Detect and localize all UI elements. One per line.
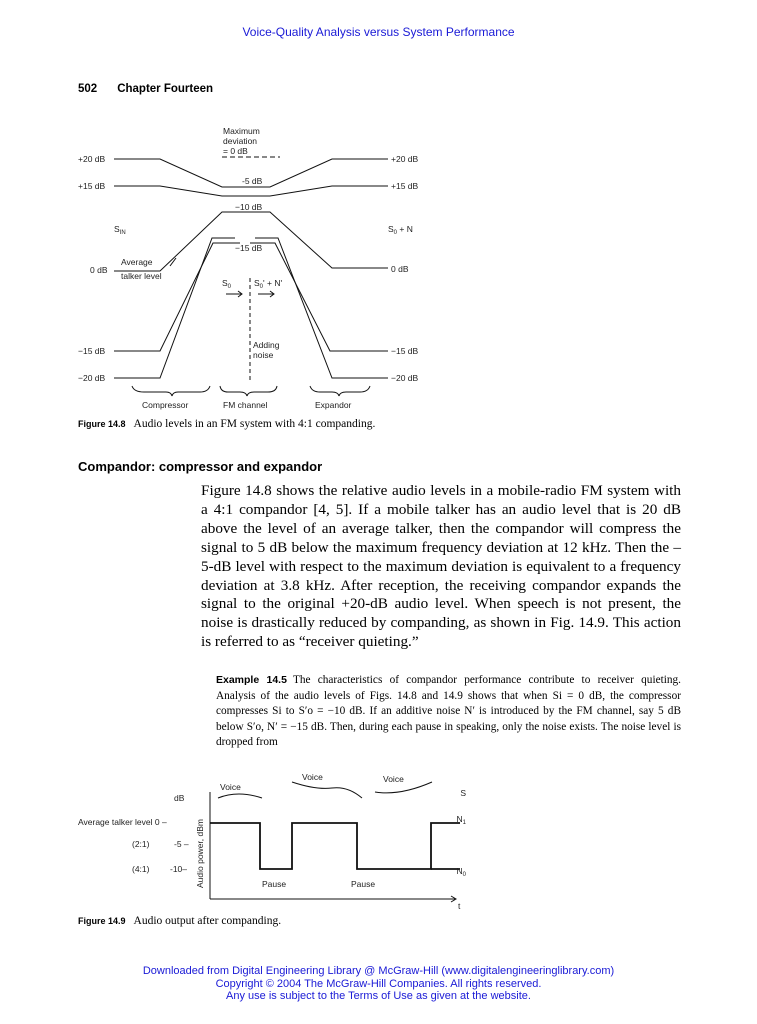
label-right-zero: 0 dB — [391, 264, 409, 274]
voice-label-3: Voice — [383, 774, 404, 784]
voice-label-2: Voice — [302, 772, 323, 782]
figure-14-9-caption-text: Audio output after companding. — [133, 915, 282, 927]
chapter-title: Chapter Fourteen — [117, 83, 214, 95]
example-text: The characteristics of compandor performance contribute to receiver quieting. Analysis of the audio levels of Figs. 14.8 and 14.9 shows that when Si = 0 dB, the compressor compresses Si to S′o = −10 dB. If an additive noise N′ is introduced by the FM channel, say 5 dB below S′o, N′ = −15 dB. Then, during each pause in speaking, only the noise exists. The noise level is dropped from — [216, 674, 682, 749]
zero-level-line — [114, 212, 388, 271]
footer-terms[interactable]: Any use is subject to the Terms of Use as given at the website. — [226, 990, 531, 1002]
page-label — [78, 83, 233, 95]
footer-copyright: Copyright © 2004 The McGraw-Hill Companies. All rights reserved. — [215, 977, 542, 990]
max-dev-line1: Maximum — [223, 126, 260, 136]
label-average-1: Average — [121, 257, 153, 267]
label-s: S — [460, 788, 466, 798]
label-compressor: Compressor — [142, 400, 189, 410]
label-expandor: Expandor — [315, 400, 352, 410]
ratio-4-1: (4:1) — [132, 864, 150, 874]
figure-14-8-caption-text: Audio levels in an FM system with 4:1 companding. — [133, 418, 376, 430]
noise-waveform — [210, 823, 460, 869]
label-s0-plus-n: $S_0 + N$ — [388, 224, 413, 236]
footer-download-link[interactable]: Downloaded from Digital Engineering Library @ McGraw-Hill (www.digitalengineeringlibrary.com) — [142, 965, 615, 977]
example-14-5 — [216, 673, 681, 751]
label-fm-channel: FM channel — [223, 400, 268, 410]
label-right-minus15: −15 dB — [391, 346, 419, 356]
voice-label-1: Voice — [220, 782, 241, 792]
body-paragraph: Figure 14.8 shows the relative audio levels in a mobile-radio FM system with a 4:1 compandor [4, 5]. If a mobile talker has an audio level that is 20 dB above the level of an average talker, then the compandor will compress the signal to 5 dB below the maximum frequency deviation at 12 kHz. Then the –5-dB level with respect to the maximum deviation is equivalent to a frequency deviation at 3.8 kHz. After reception, the receiving compandor expands the signal to the original +20-dB audio level. When speech is not present, the noise is drastically reduced by companding, as shown in Fig. 14.9. This action is referred to as “receiver quieting.” — [201, 482, 681, 651]
example-label: Example 14.5 — [216, 674, 287, 686]
figure-14-8-diagram — [70, 118, 450, 414]
figure-14-9-caption — [78, 915, 281, 927]
figure-14-9-diagram — [70, 768, 470, 913]
tick-minus5: -5 – — [174, 839, 189, 849]
label-n1: $N_1$ — [456, 814, 466, 826]
label-n0: $N_0$ — [456, 866, 466, 878]
label-adding-2: noise — [253, 350, 274, 360]
pause-label-2: Pause — [351, 879, 376, 889]
label-left-plus20: +20 dB — [78, 154, 106, 164]
y-axis-label: Audio power, dBm — [195, 819, 205, 888]
figure-14-8-caption — [78, 418, 375, 430]
section-heading: Compandor: compressor and expandor — [78, 459, 323, 474]
label-s-in: $S_{IN}$ — [114, 224, 126, 236]
label-minus15: −15 dB — [235, 243, 263, 253]
expandor-brace — [310, 386, 370, 396]
db-label: dB — [174, 793, 185, 803]
voice-curve-2 — [292, 782, 362, 798]
ratio-2-1: (2:1) — [132, 839, 150, 849]
label-left-plus15: +15 dB — [78, 181, 106, 191]
max-dev-line3: = 0 dB — [223, 146, 248, 156]
label-left-minus20: −20 dB — [78, 373, 106, 383]
voice-curve-1 — [218, 794, 262, 798]
label-average-2: talker level — [121, 271, 162, 281]
label-right-plus20: +20 dB — [391, 154, 419, 164]
label-right-minus20: −20 dB — [391, 373, 419, 383]
max-dev-line2: deviation — [223, 136, 258, 146]
label-left-zero: 0 dB — [90, 265, 108, 275]
label-minus10: −10 dB — [235, 202, 263, 212]
label-s0-prime: $S_0$ — [222, 278, 232, 290]
label-left-minus15: −15 dB — [78, 346, 106, 356]
footer — [0, 965, 757, 1003]
label-adding-1: Adding — [253, 340, 280, 350]
compressor-brace — [132, 386, 210, 396]
label-s0-prime-plus-n: $S_0' + N'$ — [254, 278, 283, 290]
label-minus5: -5 dB — [242, 176, 263, 186]
tick-minus10: -10– — [170, 864, 188, 874]
average-level-label: Average talker level 0 – — [78, 817, 167, 827]
fm-channel-brace — [220, 386, 277, 396]
figure-14-8-label: Figure 14.8 — [78, 419, 126, 429]
page-number: 502 — [78, 83, 98, 95]
running-header: Voice-Quality Analysis versus System Performance — [242, 25, 515, 39]
label-t: t — [458, 901, 461, 911]
pause-label-1: Pause — [262, 879, 287, 889]
figure-14-9-label: Figure 14.9 — [78, 916, 126, 926]
label-right-plus15: +15 dB — [391, 181, 419, 191]
